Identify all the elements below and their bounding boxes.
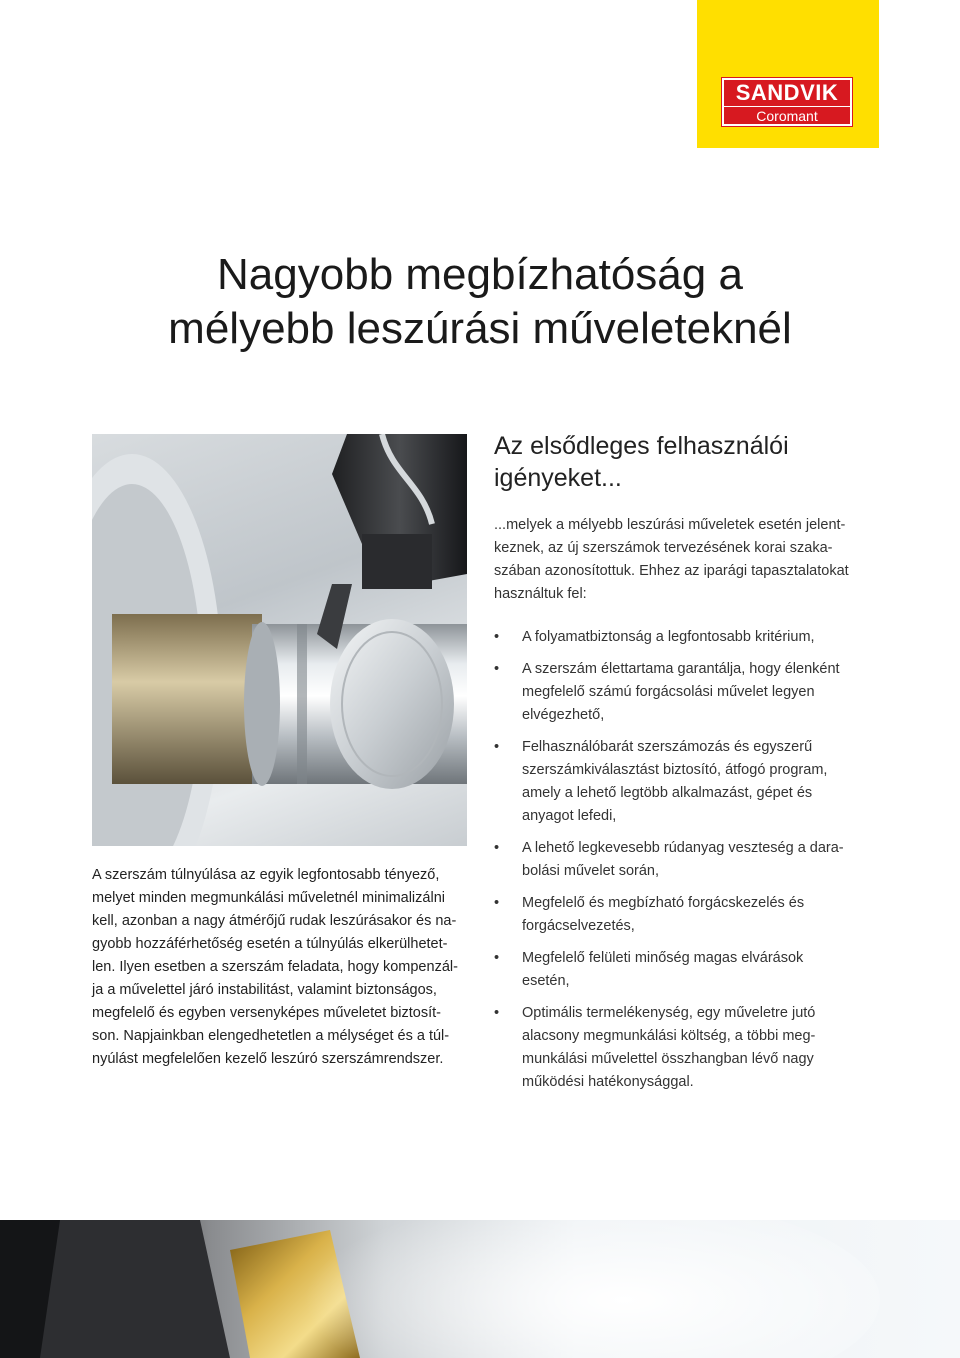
caption-line: A szerszám túlnyúlása az egyik legfontosabb tényező, <box>92 867 440 883</box>
list-item <box>494 658 874 727</box>
cutting-insert-photo <box>0 1220 960 1358</box>
requirements-list <box>494 626 874 1094</box>
list-item <box>494 837 874 883</box>
section-heading-line-1: Az elsődleges felhasználói <box>494 432 789 460</box>
caption-line: kell, azonban a nagy átmérőjű rudak leszúrásakor és na- <box>92 913 457 929</box>
bullet-icon: • <box>494 661 500 677</box>
list-item-line: anyagot lefedi, <box>522 808 617 824</box>
list-item-line: Megfelelő és megbízható forgácskezelés és <box>522 895 805 911</box>
caption-line: son. Napjainkban elengedhetetlen a mélységet és a túl- <box>92 1028 450 1044</box>
list-item-line: Felhasználóbarát szerszámozás és egyszerű <box>522 739 813 755</box>
caption-line: megfelelő és egyben versenyképes műveletet biztosít- <box>92 1005 441 1021</box>
list-item-line: működési hatékonysággal. <box>522 1074 694 1090</box>
title-line-1: Nagyobb megbízhatóság a <box>217 250 743 299</box>
list-item-line: A lehető legkevesebb rúdanyag veszteség a dara- <box>522 840 844 856</box>
list-item-line: Optimális termelékenység, egy műveletre jutó <box>522 1005 816 1021</box>
logo-brand: SANDVIK <box>735 79 839 105</box>
requirements-section <box>494 430 874 1103</box>
bullet-icon: • <box>494 950 500 966</box>
caption-line: nyúlást megfelelően kezelő leszúró szerszámrendszer. <box>92 1051 444 1067</box>
list-item <box>494 892 874 938</box>
list-item <box>494 947 874 993</box>
list-item-line: forgácselvezetés, <box>522 918 635 934</box>
list-item-line: megfelelő számú forgácsolási művelet legyen <box>522 684 815 700</box>
page-title <box>100 248 860 356</box>
logo-sub: Coromant <box>724 106 850 123</box>
section-intro <box>494 514 874 606</box>
caption-line: gyobb hozzáférhetőség esetén a túlnyúlás elkerülhetet- <box>92 936 448 952</box>
cutting-insert-photo-icon <box>0 1220 960 1358</box>
intro-line: használtuk fel: <box>494 586 587 602</box>
list-item <box>494 736 874 828</box>
list-item-line: amely a lehető legtöbb alkalmazást, gépet és <box>522 785 813 801</box>
sandvik-coromant-logo <box>722 78 852 126</box>
bullet-icon: • <box>494 739 500 755</box>
caption-line: ja a művelettel járó instabilitást, valamint biztonságos, <box>92 982 437 998</box>
bullet-icon: • <box>494 840 500 856</box>
list-item <box>494 626 874 649</box>
list-item-line: A szerszám élettartama garantálja, hogy élenként <box>522 661 840 677</box>
list-item-line: A folyamatbiztonság a legfontosabb kritérium, <box>522 629 815 645</box>
lathe-grooving-photo <box>92 434 467 846</box>
caption-line: melyet minden megmunkálási műveletnél minimalizálni <box>92 890 445 906</box>
intro-line: ...melyek a mélyebb leszúrási műveletek esetén jelent- <box>494 517 846 533</box>
list-item-line: bolási művelet során, <box>522 863 660 879</box>
list-item-line: elvégezhető, <box>522 707 605 723</box>
caption-line: len. Ilyen esetben a szerszám feladata, hogy kompenzál- <box>92 959 458 975</box>
bullet-icon: • <box>494 629 500 645</box>
photo-caption <box>92 864 472 1071</box>
title-line-2: mélyebb leszúrási műveleteknél <box>168 304 792 353</box>
list-item-line: szerszámkiválasztást biztosító, átfogó program, <box>522 762 828 778</box>
list-item-line: Megfelelő felületi minőség magas elvárások <box>522 950 804 966</box>
bullet-icon: • <box>494 1005 500 1021</box>
list-item-line: alacsony megmunkálási költség, a többi meg- <box>522 1028 816 1044</box>
lathe-grooving-photo-icon <box>92 434 467 846</box>
section-heading <box>494 430 874 494</box>
list-item-line: munkálási művelettel összhangban lévő nagy <box>522 1051 814 1067</box>
list-item <box>494 1002 874 1094</box>
intro-line: keznek, az új szerszámok tervezésének korai szaka- <box>494 540 833 556</box>
intro-line: szában azonosítottuk. Ehhez az iparági tapasztalatokat <box>494 563 849 579</box>
list-item-line: esetén, <box>522 973 570 989</box>
bullet-icon: • <box>494 895 500 911</box>
section-heading-line-2: igényeket... <box>494 464 622 492</box>
